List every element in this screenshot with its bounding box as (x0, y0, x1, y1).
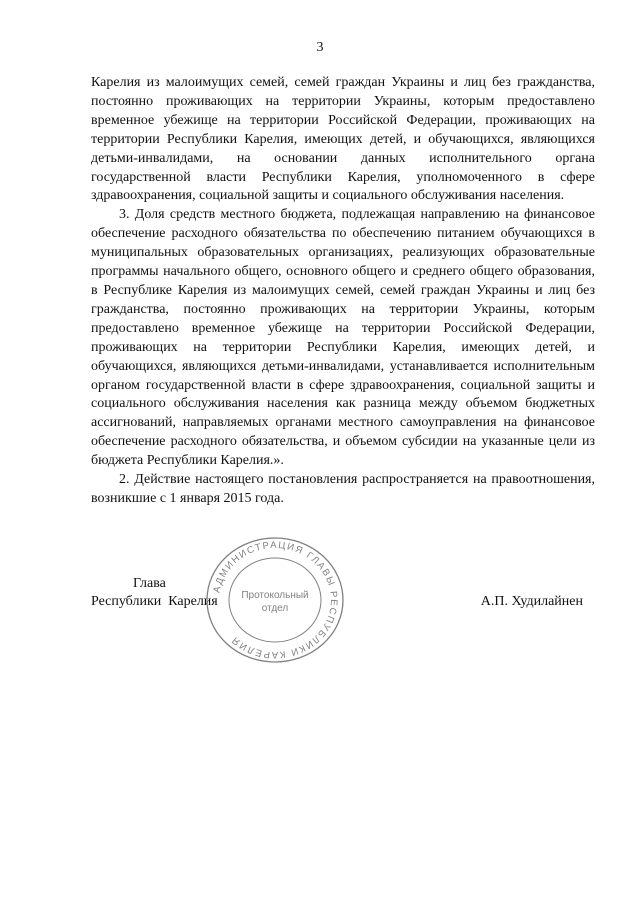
paragraph-continuation: Карелия из малоимущих семей, семей граждан Украины и лиц без гражданства, постоянно проживающих на территории Украины, которым предоставлено временное убежище на территории Российской Федерации, проживающих на территории Республики Карелия, имеющих детей, и обучающихся, являющихся детьми-инвалидами, на основании данных исполнительного органа государственной власти Республики Карелия, уполномоченного в сфере здравоохранения, социальной защиты и социального обслуживания населения. (91, 75, 595, 204)
signatory-title-line2: Республики Карелия (91, 594, 218, 609)
paragraph-item-3: 3. Доля средств местного бюджета, подлежащая направлению на финансовое обеспечение расходного обязательства по обеспечению питанием обучающихся в муниципальных образовательных организациях, реализующих образовательные программы начального общего, основного общего и среднего общего образования, в Республике Карелия из малоимущих семей, семей граждан Украины и лиц без гражданства, постоянно проживающих на территории Украины, которым предоставлено временное убежище на территории Российской Федерации, проживающих на территории Республики Карелия, имеющих детей, и обучающихся, являющихся детьми-инвалидами, устанавливается исполнительным органом государственной власти в сфере здравоохранения, социальной защиты и социального обслуживания населения как разница между объемом бюджетных ассигнований, направляемых органами местного самоуправления на финансовое обеспечение расходного обязательства, и объемом субсидии на указанные цели из бюджета Республики Карелия.». (91, 207, 595, 469)
paragraph-clause-2: 2. Действие настоящего постановления распространяется на правоотношения, возникшие с 1 января 2015 года. (91, 472, 595, 506)
seal-inner-line2: отдел (261, 603, 289, 614)
page-number: 3 (316, 40, 324, 55)
seal-outer-text: АДМИНИСТРАЦИЯ ГЛАВЫ РЕСПУБЛИКИ КАРЕЛИЯ (211, 539, 340, 661)
official-seal (200, 535, 350, 665)
signatory-title-line1: Глава (133, 576, 166, 591)
signatory-name: А.П. Худилайнен (480, 594, 583, 609)
seal-inner-line1: Протокольный (241, 590, 309, 601)
document-body (91, 74, 595, 509)
